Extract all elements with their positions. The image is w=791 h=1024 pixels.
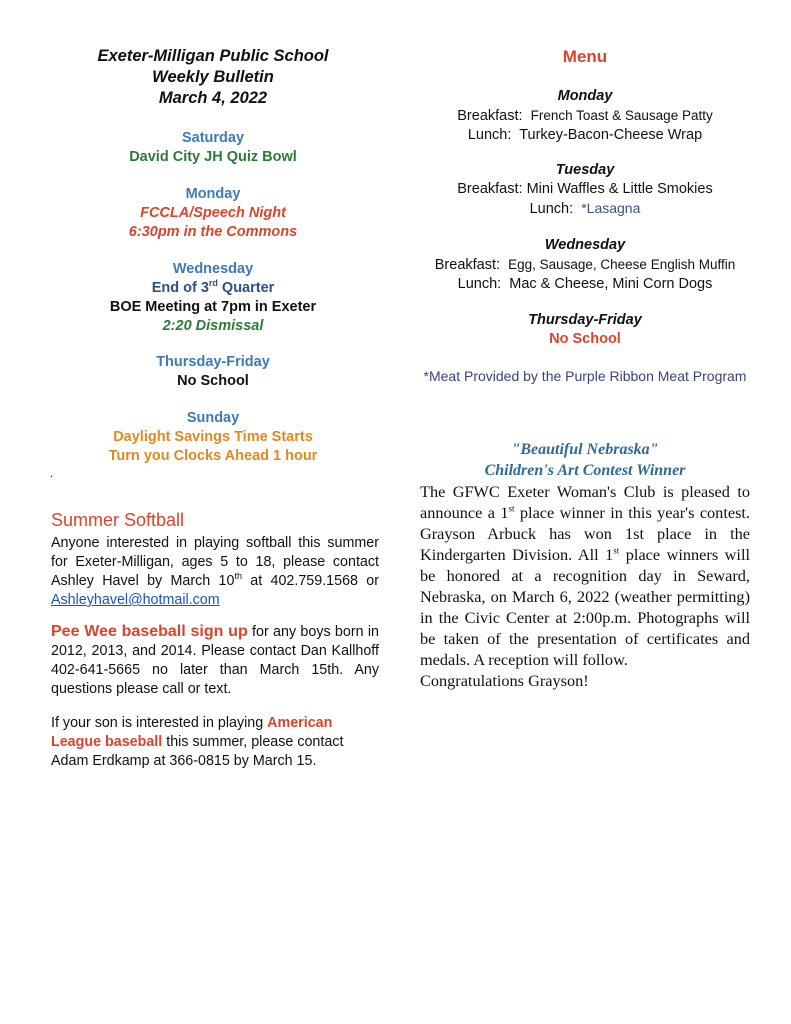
contest-title: "Beautiful Nebraska" [511, 441, 659, 458]
lunch-item: Mac & Cheese, Mini Corn Dogs [509, 276, 713, 292]
day-label: Wednesday [172, 261, 254, 277]
day-label: Monday [185, 186, 241, 202]
american-league-heading: American League baseball [51, 715, 333, 750]
day-label: Thursday-Friday [156, 354, 270, 370]
schedule-monday [48, 185, 378, 242]
lunch-line [410, 126, 760, 145]
breakfast-line [410, 180, 760, 199]
lunch-line [400, 275, 770, 294]
american-text: If your son is interested in playing [51, 715, 268, 731]
day-label: Sunday [186, 410, 240, 426]
menu-day-label: Wednesday [544, 237, 626, 253]
softball-sup: th [234, 571, 242, 582]
american-league-section [51, 714, 379, 771]
peewee-text: for any boys born in 2012, 2013, and 2014. Please contact Dan Kallhoff 402-641-5665 no later than March 15th. Any questions please call or text. [51, 624, 379, 697]
contest-text: place winners will be honored at a recognition day in Seward, Nebraska, on March 6, 2022 (weather permitting) in the Civic Center at 2:00p.m. Photographs will be taken of the presentation of certificates and medals. A reception will follow. [420, 545, 750, 669]
quarter-pre: End of 3 [151, 280, 209, 296]
peewee-section [51, 622, 379, 699]
quarter-post: Quarter [217, 280, 275, 296]
school-name: Exeter-Milligan Public School [97, 47, 329, 65]
bulletin-header [48, 46, 378, 109]
event-text: No School [177, 373, 249, 389]
no-school-note: No School [549, 331, 621, 347]
contest-text: The GFWC Exeter Woman's Club is pleased to announce a 1 [420, 482, 750, 522]
lunch-item: Turkey-Bacon-Cheese Wrap [519, 127, 703, 143]
menu-day-label: Thursday-Friday [528, 312, 642, 328]
summer-softball-section [51, 509, 379, 610]
event-note: Turn you Clocks Ahead 1 hour [108, 448, 318, 464]
breakfast-line [400, 255, 770, 275]
boe-meeting: BOE Meeting at 7pm in Exeter [109, 299, 317, 315]
breakfast-item: Mini Waffles & Little Smokies [526, 181, 713, 197]
contest-subtitle: Children's Art Contest Winner [484, 462, 686, 479]
art-contest-section [420, 439, 750, 691]
dismissal-time: 2:20 Dismissal [162, 318, 264, 334]
schedule-sunday [48, 409, 378, 466]
menu-tuesday [410, 161, 760, 219]
softball-paragraph [51, 534, 379, 610]
lunch-item: *Lasagna [581, 200, 641, 216]
contest-sup: st [508, 503, 515, 514]
contest-sup: st [613, 545, 620, 556]
softball-text-contact: at 402.759.1568 or [241, 573, 380, 589]
meat-provider-note: *Meat Provided by the Purple Ribbon Meat Program [423, 368, 747, 384]
email-link[interactable]: Ashleyhavel@hotmail.com [51, 592, 220, 608]
schedule-saturday [48, 129, 378, 167]
schedule-thursday-friday [48, 353, 378, 391]
event-time: 6:30pm in the Commons [128, 224, 298, 240]
lunch-line [410, 199, 760, 219]
breakfast-label: Breakfast: [457, 181, 523, 197]
quarter-end [48, 279, 378, 298]
contest-closing: Congratulations Grayson! [420, 671, 589, 690]
menu-day-label: Tuesday [555, 162, 615, 178]
menu-wednesday [400, 236, 770, 294]
contest-text: place winner in this year's contest. Grayson Arbuck has won 1st place in the Kindergarten Division. All 1 [420, 503, 751, 564]
section-heading: Summer Softball [51, 510, 185, 530]
lunch-label: Lunch: [467, 127, 512, 143]
menu-title: Menu [562, 47, 608, 66]
schedule-wednesday [48, 260, 378, 336]
event-text: FCCLA/Speech Night [140, 205, 286, 221]
event-text: David City JH Quiz Bowl [129, 149, 297, 165]
american-paragraph [51, 714, 379, 771]
bulletin-title: Weekly Bulletin [152, 68, 274, 86]
breakfast-line [410, 106, 760, 126]
breakfast-item: Egg, Sausage, Cheese English Muffin [508, 257, 736, 272]
menu-day-label: Monday [557, 88, 613, 104]
day-label: Saturday [181, 130, 245, 146]
event-text: Daylight Savings Time Starts [113, 429, 313, 445]
breakfast-item: French Toast & Sausage Patty [530, 108, 713, 123]
quarter-sup: rd [208, 278, 218, 289]
bulletin-date: March 4, 2022 [158, 89, 268, 107]
softball-text: Anyone interested in playing softball this summer for Exeter-Milligan, ages 5 to 18, please contact Ashley Havel by March 10 [51, 535, 379, 589]
breakfast-label: Breakfast: [434, 257, 501, 273]
lunch-label: Lunch: [529, 201, 574, 217]
peewee-paragraph [51, 622, 379, 699]
american-text-contact: this summer, please contact Adam Erdkamp at 366-0815 by March 15. [51, 734, 344, 769]
menu-thursday-friday [420, 311, 750, 349]
contest-paragraph [420, 481, 750, 670]
stray-dot: . [50, 466, 54, 480]
peewee-heading: Pee Wee baseball sign up [51, 623, 248, 640]
breakfast-label: Breakfast: [457, 108, 523, 124]
menu-monday [410, 87, 760, 145]
lunch-label: Lunch: [457, 276, 502, 292]
